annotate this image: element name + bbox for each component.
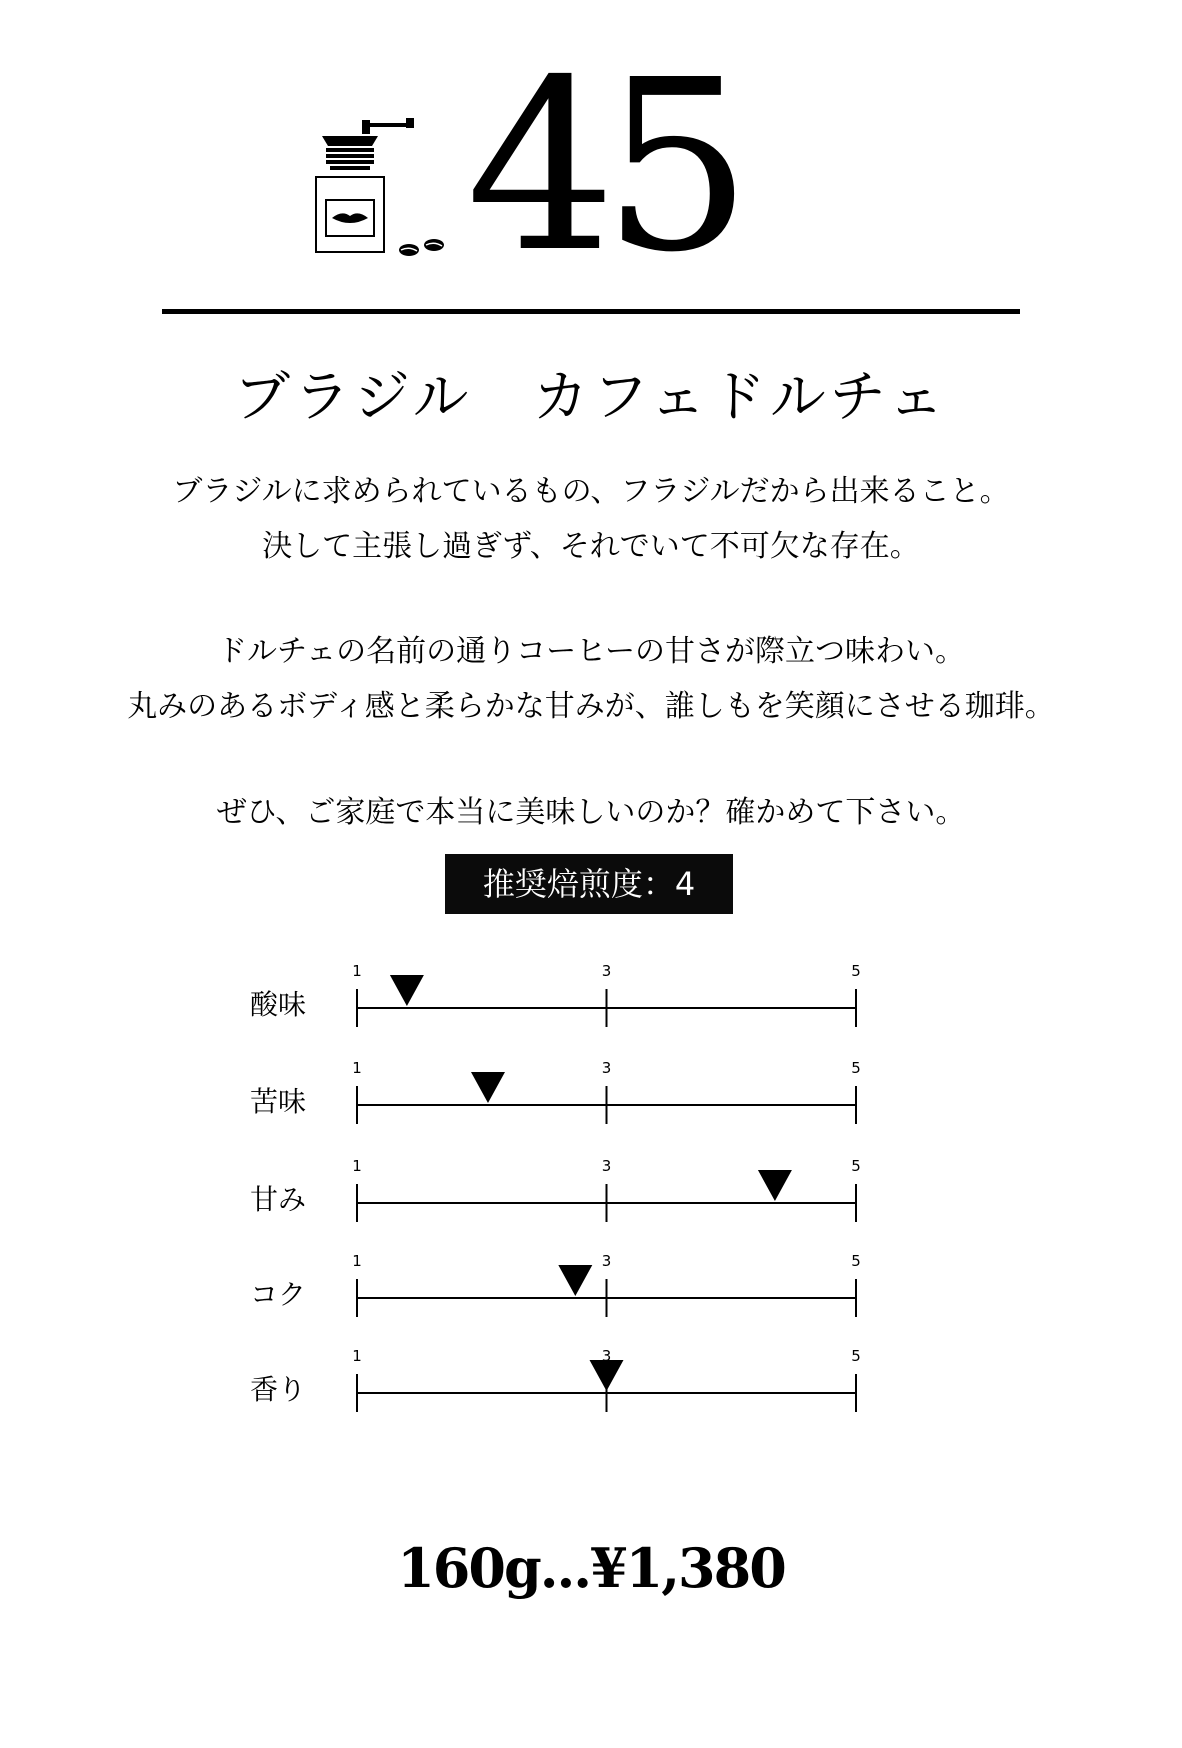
scale-tick-label: 1 [352,1252,362,1270]
scale-marker [471,1072,505,1103]
scale-tick-label: 3 [601,1157,612,1175]
scale-marker [758,1170,792,1201]
flavor-label: 香り [250,1373,307,1406]
scale-tick-label: 5 [851,1252,861,1270]
scale-tick-label: 5 [851,962,861,980]
description-line-4: 丸みのあるボディ感と柔らかな甘みが、誰しもを笑顔にさせる珈琲。 [127,689,1055,724]
scale-tick-label: 1 [352,1157,362,1175]
flavor-label: 酸味 [250,988,307,1021]
scale-tick-label: 1 [352,1347,362,1365]
description-line-5: ぜひ、ご家庭で本当に美味しいのか？確かめて下さい。 [216,795,966,830]
scale-tick-label: 3 [601,1347,612,1365]
flavor-label: 苦味 [250,1085,307,1118]
item-number: 45 [466,29,739,304]
scale-tick-label: 3 [601,1059,612,1077]
description-line-1: ブラジルに求められているもの、フラジルだから出来ること。 [172,474,1010,509]
scale-tick-label: 1 [352,962,362,980]
product-title: ブラジル カフェドルチェ [233,365,949,430]
description-line-2: 決して主張し過ぎず、それでいて不可欠な存在。 [262,529,920,564]
scale-tick-label: 5 [851,1347,861,1365]
scale-tick-label: 5 [851,1059,861,1077]
price: 160g...¥1,380 [397,1536,785,1600]
description-line-3: ドルチェの名前の通りコーヒーの甘さが際立つ味わい。 [217,634,965,669]
scale-tick-label: 3 [601,962,612,980]
scale-marker [390,975,424,1006]
flavor-label: 甘み [250,1183,307,1216]
flavor-label: コク [250,1278,307,1311]
roast-level-badge: 推奨焙煎度：4 [445,854,733,914]
scale-tick-label: 3 [601,1252,612,1270]
scale-tick-label: 5 [851,1157,861,1175]
scale-tick-label: 1 [352,1059,362,1077]
scale-marker [558,1265,592,1296]
